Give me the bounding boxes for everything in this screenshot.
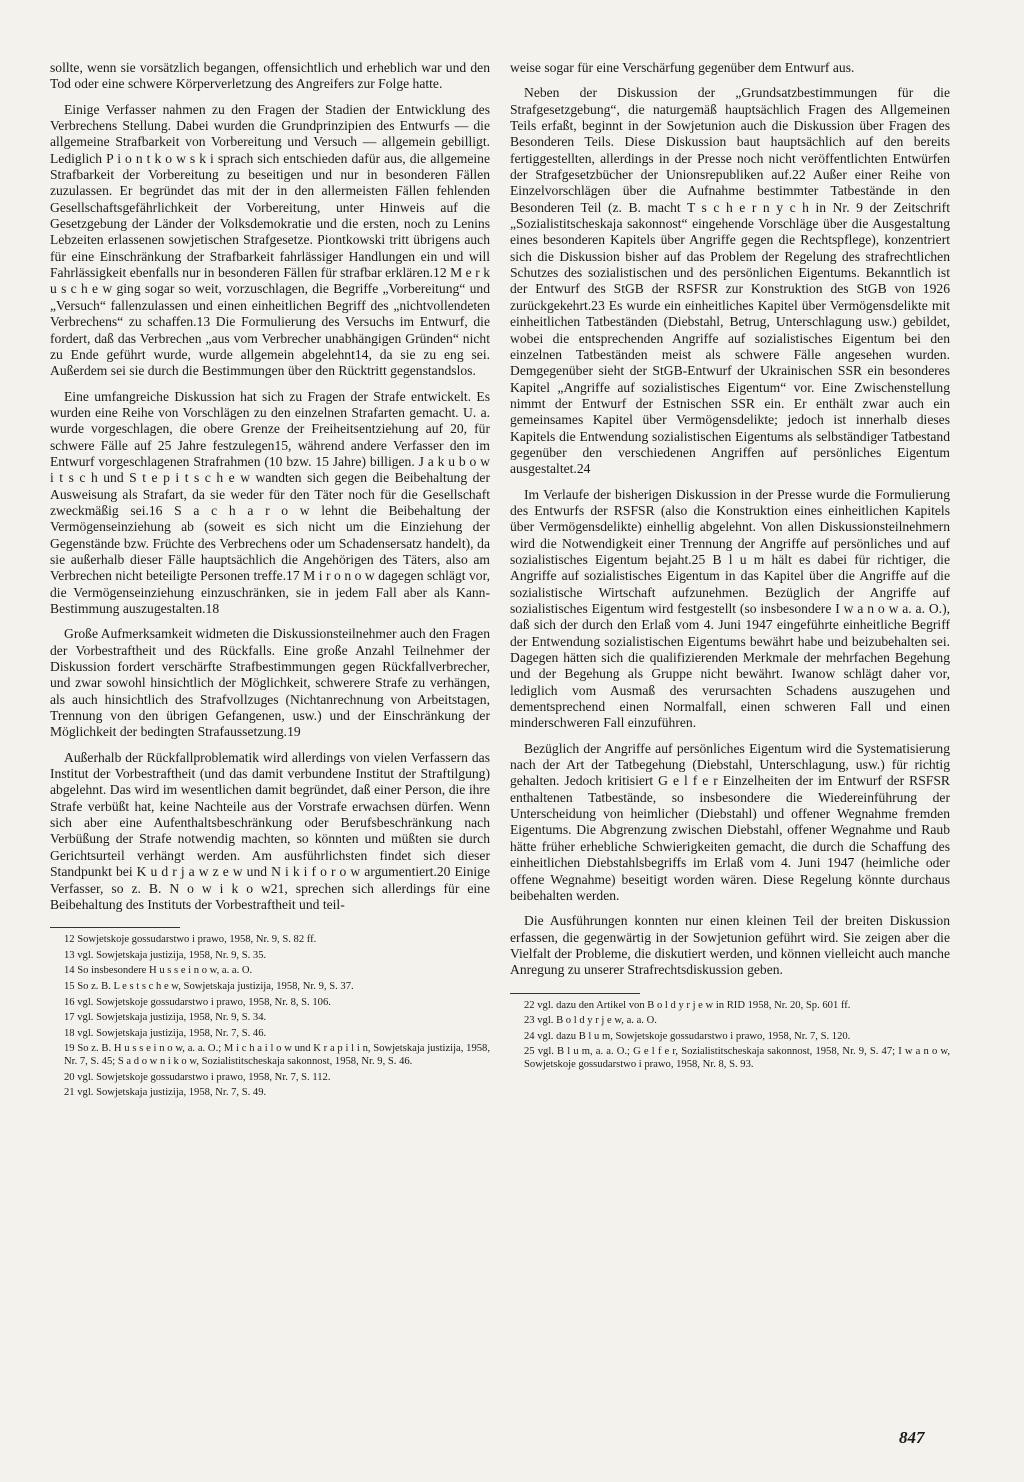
footnote: 20 vgl. Sowjetskoje gossudarstwo i prawo, 1958, Nr. 7, S. 112. [64, 1071, 331, 1083]
footnote: 22 vgl. dazu den Artikel von B o l d y r j e w in RID 1958, Nr. 20, Sp. 601 ff. [524, 999, 851, 1011]
paragraph: Im Verlaufe der bisherigen Diskussion in der Presse wurde die Formulierung des Entwurfs der RSFSR (also die Konstruktion eines einheitlichen Kapitels über Vermögensdelikte) einhellig abgelehnt. Von allen Diskussionsteilnehmern wird die Notwendigkeit einer Trennung der Angriffe auf persönliches und auf sozialistisches Eigentum bejaht.25 B l u m hält es dabei für richtiger, die Angriffe auf sozialistisches Eigentum in das Kapitel über die Angriffe auf die sozialistische Wirtschaft aufzunehmen. Bezüglich der Angriffe auf sozialistisches Eigentum wird festgestellt (so insbesondere I w a n o w a. a. O.), daß sich der durch den Erlaß vom 4. Juni 1947 eingeführte einheitliche Begriff der Entwendung sozialistischen Eigentums bewährt habe und beizubehalten sei. Dagegen hätten sich die qualifizierenden Merkmale der mehrfachen Begehung und der Begehung als Gruppe nicht bewährt. Iwanow schlägt daher vor, lediglich vom Ausmaß des verursachten Schadens auszugehen und dementsprechend einen Normalfall, einen schweren Fall und einen minderschweren Fall einzuführen. [510, 486, 950, 731]
paragraph: Die Ausführungen konnten nur einen kleinen Teil der breiten Diskussion erfassen, die gegenwärtig in der Sowjetunion geführt wird. Sie zeigen aber die Vielfalt der Probleme, die diskutiert werden, und können vielleicht auch manche Anregung zu unserer Strafrechtsdiskussion geben. [510, 913, 950, 978]
footnote: 14 So insbesondere H u s s e i n o w, a. a. O. [64, 965, 253, 977]
paragraph: weise sogar für eine Verschärfung gegenüber dem Entwurf aus. [510, 60, 855, 75]
left-column [50, 60, 490, 1103]
footnote: 23 vgl. B o l d y r j e w, a. a. O. [524, 1015, 657, 1027]
right-column [510, 60, 950, 1075]
footnote: 17 vgl. Sowjetskaja justizija, 1958, Nr. 9, S. 34. [64, 1012, 267, 1024]
footnotes [50, 927, 490, 1100]
paragraph: Große Aufmerksamkeit widmeten die Diskussionsteilnehmer auch den Fragen der Vorbestraftheit und des Rückfalls. Eine große Anzahl Teilnehmer der Diskussion fordert verschärfte Strafbestimmungen gegen Rückfallverbrecher, und zwar sowohl hinsichtlich der Möglichkeit, schwerere Strafe zu verhängen, als auch hinsichtlich des Strafvollzuges (Nichtanrechnung von Arbeitstagen, Trennung von den übrigen Gefangenen, usw.) und der Einschränkung der Möglichkeit der bedingten Strafaussetzung.19 [50, 626, 490, 740]
footnote: 13 vgl. Sowjetskaja justizija, 1958, Nr. 9, S. 35. [64, 949, 267, 961]
paragraph: Einige Verfasser nahmen zu den Fragen der Stadien der Entwicklung des Verbrechens Stellung. Dabei wurden die Grundprinzipien des Entwurfs — die allgemeine Strafbarkeit von Vorbereitung und Versuch — allgemein gebilligt. Lediglich P i o n t k o w s k i sprach sich entschieden dafür aus, die allgemeine Strafbarkeit der Vorbereitung zu beseitigen und nur in besonderen Fällen zuzulassen. Er begründet das mit der in den allermeisten Fällen fehlenden Gesellschaftsgefährlichkeit der Vorbereitung, unter Hinweis auf die Gesetzgebung der Länder der Volksdemokratie und die ersten, noch zu Lenins Lebzeiten erlassenen sowjetischen Strafgesetze. Piontkowski tritt übrigens auch für eine Einschränkung der Strafbarkeit fahrlässiger Handlungen ein und will Fahrlässigkeit ebenfalls nur in besonderen Fällen für strafbar erklären.12 M e r k u s c h e w ging sogar so weit, vorzuschlagen, die Begriffe „Vorbereitung“ und „Versuch“ fallenzulassen und einen einheitlichen Begriff des „nichtvollendeten Verbrechens“ zu schaffen.13 Die Formulierung des Versuchs im Entwurf, die fordert, daß das Verbrechen „aus vom Verbrecher unabhängigen Gründen“ nicht zu Ende geführt wurde, wurde allgemein abgelehnt14, da sie zu eng sei. Außerdem sei sie durch die Bestimmungen über den Rücktritt gegenstandslos. [50, 101, 490, 379]
paragraph: Neben der Diskussion der „Grundsatzbestimmungen für die Strafgesetzgebung“, die naturgemäß hauptsächlich Fragen des Allgemeinen Teils erfaßt, beginnt in der Sowjetunion auch die Diskussion über Fragen des Besonderen Teils. Diese Diskussion baut hauptsächlich auf den bereits fertiggestellten, allerdings in der Presse noch nicht veröffentlichten Entwürfen der Strafgesetzbücher der Unionsrepubliken auf.22 Außer einer Reihe von Einzelvorschlägen über die Aufnahme bestimmter Tatbestände in den Besonderen Teil (z. B. macht T s c h e r n y c h in Nr. 9 der Zeitschrift „Sozialistitscheskaja sakonnost“ eingehende Vorschläge über die Ausgestaltung eines besonderen Kapitels über Angriffe gegen die Rechtspflege), konzentriert sich die Diskussion bisher auf das Problem der Regelung des strafrechtlichen Schutzes des sozialistischen und des persönlichen Eigentums. Bekanntlich ist der Entwurf des StGB der RSFSR zur Konstruktion des StGB von 1926 zurückgekehrt.23 Es wurde ein einheitliches Kapitel über Vermögensdelikte mit einheitlichen Tatbeständen (Diebstahl, Betrug, Unterschlagung usw.) gebildet, wobei die entsprechenden Angriffe auf sozialistisches Eigentum bei den einzelnen Tatbeständen meist als schwere Fälle angesehen wurden. Demgegenüber sieht der StGB-Entwurf der Ukrainischen SSR ein besonderes Kapitel „Angriffe auf sozialistisches Eigentum“ vor. Eine Zwischenstellung nimmt der Entwurf der Estnischen SSR ein. Er enthält zwar auch ein gemeinsames Kapitel über Vermögensdelikte; jedoch ist innerhalb dieses Kapitels die Entwendung sozialistischen Eigentums als selbständiger Tatbestand gegenüber den verschiedenen Angriffen auf persönliches Eigentum ausgestaltet.24 [510, 85, 950, 477]
footnote: 21 vgl. Sowjetskaja justizija, 1958, Nr. 7, S. 49. [64, 1087, 267, 1099]
footnote: 16 vgl. Sowjetskoje gossudarstwo i prawo, 1958, Nr. 8, S. 106. [64, 996, 331, 1008]
footnotes [510, 993, 950, 1072]
footnote-divider [50, 927, 180, 928]
footnote-divider [510, 993, 640, 994]
page-number: 847 [899, 1428, 925, 1447]
footnote: 15 So z. B. L e s t s c h e w, Sowjetskaja justizija, 1958, Nr. 9, S. 37. [64, 980, 354, 992]
footnote: 19 So z. B. H u s s e i n o w, a. a. O.; M i c h a i l o w und K r a p i l i n, Sowjetskaja justizija, 1958, Nr. 7, S. 45; S a d o w n i k o w, Sozialistitscheskaja sakonnost, 1958, Nr. 9, S. 46. [64, 1043, 490, 1067]
paragraph: sollte, wenn sie vorsätzlich begangen, offensichtlich und erheblich war und den Tod oder eine schwere Körperverletzung des Angreifers zur Folge hatte. [50, 60, 490, 92]
footnote: 24 vgl. dazu B l u m, Sowjetskoje gossudarstwo i prawo, 1958, Nr. 7, S. 120. [524, 1030, 851, 1042]
footnote: 18 vgl. Sowjetskaja justizija, 1958, Nr. 7, S. 46. [64, 1027, 267, 1039]
paragraph: Eine umfangreiche Diskussion hat sich zu Fragen der Strafe entwickelt. Es wurden eine Reihe von Vorschlägen zu den einzelnen Strafarten gemacht. U. a. wurde vorgeschlagen, die obere Grenze der Freiheitsentziehung auf 20, für schwere Fälle auf 25 Jahre festzulegen15, während andere Verfasser den im Entwurf vorgeschlagenen Strafrahmen (10 bzw. 15 Jahre) billigen. J a k u b o w i t s c h und S t e p i t s c h e w wandten sich gegen die Beibehaltung der Ausweisung als Strafart, da sie weder für den Täter noch für die Gesellschaft zweckmäßig sei.16 S a c h a r o w lehnt die Beibehaltung der Vermögenseinziehung ab (soweit es sich nicht um die Einziehung der Gegenstände bzw. Früchte des Verbrechens oder um Schadensersatz handelt), da sie außerhalb dieser Fälle hauptsächlich die Angehörigen des Täters, also am Verbrechen nicht beteiligte Personen treffe.17 M i r o n o w dagegen schlägt vor, die Vermögenseinziehung einzuschränken, sie in jedem Fall aber als Kann-Bestimmung auszugestalten.18 [50, 388, 490, 616]
footnote: 25 vgl. B l u m, a. a. O.; G e l f e r, Sozialistitscheskaja sakonnost, 1958, Nr. 9, S. 47; I w a n o w, Sowjetskoje gossudarstwo i prawo, 1958, Nr. 8, S. 93. [524, 1046, 950, 1070]
paragraph: Bezüglich der Angriffe auf persönliches Eigentum wird die Systematisierung nach der Art der Tatbegehung (Diebstahl, Unterschlagung, usw.) für richtig gehalten. Jedoch kritisiert G e l f e r Einzelheiten der im Entwurf der RSFSR enthaltenen Tatbestände, so insbesondere die Wiedereinführung der Unterscheidung von heimlicher (Diebstahl) und offener Wegnahme fremden Eigentums. Die Abgrenzung zwischen Diebstahl, offener Wegnahme und Raub hätte früher erhebliche Schwierigkeiten gemacht, die durch die Schaffung des einheitlichen Diebstahlsbegriffs im Erlaß vom 4. Juni 1947 (heimliche oder offene Wegnahme) beseitigt worden wären. Diese Regelung könnte durchaus beibehalten werden. [510, 740, 950, 903]
footnote: 12 Sowjetskoje gossudarstwo i prawo, 1958, Nr. 9, S. 82 ff. [64, 934, 317, 946]
paragraph: Außerhalb der Rückfallproblematik wird allerdings von vielen Verfassern das Institut der Vorbestraftheit (und das damit verbundene Institut der Straftilgung) abgelehnt. Das wird im wesentlichen damit begründet, daß einer Person, die ihre Strafe verbüßt hat, keine Nachteile aus der Vorstrafe erwachsen dürfen. Wenn sich aber eine Aufenthaltsbeschränkung oder Berufsbeschränkung nach Verbüßung der Strafe notwendig machten, so könnten und müßten sie durch Gerichtsurteil verhängt werden. Am ausführlichsten findet sich dieser Standpunkt bei K u d r j a w z e w und N i k i f o r o w argumentiert.20 Einige Verfasser, so z. B. N o w i k o w21, sprechen sich allerdings für eine Beibehaltung des Instituts der Vorbestraftheit und teil- [50, 749, 490, 912]
